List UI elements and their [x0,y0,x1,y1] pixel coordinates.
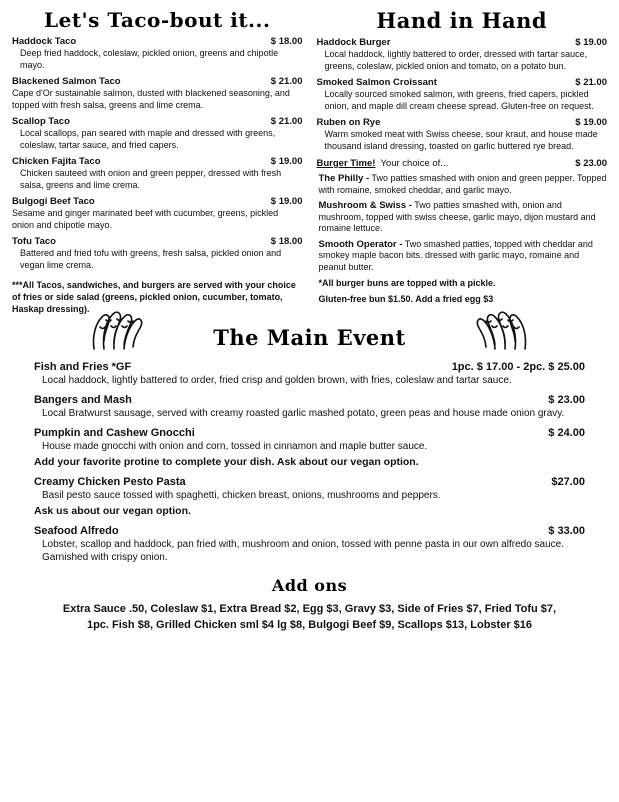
menu-item-price: $ 21.00 [575,77,607,88]
menu-item-description: House made gnocchi with onion and corn, tossed in cinnamon and maple butter sauce. [42,441,428,452]
add-ons-line-2: 1pc. Fish $8, Grilled Chicken sml $4 lg $8, Bulgogi Beef $9, Scallops $13, Lobster $16 [86,619,533,631]
main-event-section [0,325,619,564]
burger-option-name: Smooth Operator - [318,238,403,250]
menu-item [12,36,303,71]
menu-item-description: Sesame and ginger marinated beef with cucumber, greens, pickled onion and chipotle mayo. [12,208,279,230]
burger-footnote-glutenfree: Gluten-free bun $1.50. Add a fried egg $3 [318,294,494,304]
octopus-tentacles-right-icon [469,303,539,351]
menu-item-name: Bulgogi Beef Taco [12,196,95,207]
menu-item-price: 1pc. $ 17.00 - 2pc. $ 25.00 [451,361,585,373]
burger-option-name: The Philly - [318,173,370,184]
menu-item-header [12,196,303,208]
menu-item-name: Blackened Salmon Taco [12,76,121,87]
menu-item-header [34,426,585,440]
burger-option-name: Mushroom & Swiss - [318,200,412,211]
menu-item-price: $ 19.00 [270,196,303,207]
menu-item [12,236,303,271]
menu-item-header [34,360,585,374]
menu-item-price: $ 19.00 [575,117,607,128]
menu-item [34,360,585,387]
menu-item-header [12,116,303,128]
burger-option-description: Two patties smashed with onion and green pepper. Topped with romaine, smoked cheddar, and garlic mayo. [318,173,607,195]
menu-item [12,116,303,151]
top-columns [0,0,619,315]
menu-item-description: Cape d'Or sustainable salmon, dusted with blackened seasoning, and topped with fresh salsa, greens and lime crema. [12,88,290,110]
main-event-items [12,350,607,564]
menu-item-price: $ 21.00 [270,76,303,87]
burger-time-header [317,157,608,170]
add-ons-line-1: Extra Sauce .50, Coleslaw $1, Extra Bread $2, Egg $3, Gravy $3, Side of Fries $7, Fried Tofu $7, [62,603,557,615]
menu-item-price: $ 18.00 [270,236,303,247]
menu-item-price: $ 18.00 [270,36,303,47]
burger-option-description: Two smashed patties, topped with cheddar and smokey maple bacon bits. dressed with garlic mayo, romaine and peanut butter. [318,238,593,272]
burger-footnote-pickle: *All burger buns are topped with a pickle. [318,278,496,288]
menu-item-note: Add your favorite protine to complete your dish. Ask about our vegan option. [34,456,419,468]
menu-item-name: Creamy Chicken Pesto Pasta [34,476,186,488]
burger-time-label: Burger Time! [316,158,376,169]
octopus-tentacles-left-icon [80,303,150,351]
hand-in-hand-column [317,8,608,315]
menu-item-name: Fish and Fries *GF [34,361,132,373]
menu-item [12,156,303,191]
menu-item [34,393,585,420]
menu-item [317,117,608,152]
menu-item [317,37,608,72]
menu-item-header [12,236,303,248]
menu-item-description: Warm smoked meat with Swiss cheese, sour kraut, and house made thousand island dressing, toasted on garlic buttered rye bread. [324,129,598,151]
menu-item-name: Chicken Fajita Taco [12,156,101,167]
menu-item-price: $ 19.00 [575,37,607,48]
menu-item-header [317,77,608,89]
tacos-section-note: ***All Tacos, sandwiches, and burgers are served with your choice of fries or side salad (greens, pickled onion, cucumber, tomato, Haskap dressing). [12,280,296,314]
tacos-section-title: Let's Taco-bout it... [44,8,271,32]
menu-item-price: $ 21.00 [270,116,303,127]
burger-option [319,173,608,196]
hand-in-hand-section-title: Hand in Hand [376,8,548,33]
menu-item-price: $27.00 [551,476,585,488]
menu-item-price: $ 24.00 [548,427,585,439]
menu-item-header [12,76,303,88]
menu-item-price: $ 23.00 [548,394,585,406]
menu-item [34,426,585,469]
menu-item-description: Local scallops, pan seared with maple and dressed with greens, coleslaw, tartar sauce, and fried capers. [20,128,276,150]
menu-item-description: Local haddock, lightly battered to order, fried crisp and golden brown, with fries, coleslaw and tartar sauce. [42,375,512,386]
menu-item-description: Lobster, scallop and haddock, pan fried with, mushroom and onion, tossed with penne pasta in our own alfredo sauce. Garnished with crispy onion. [42,539,564,563]
menu-item-header [317,37,608,49]
menu-item-name: Seafood Alfredo [34,525,119,537]
menu-item-description: Local haddock, lightly battered to order, dressed with tartar sauce, greens, coleslaw, pickled onion and tomato, on a potato bun. [324,49,588,71]
burger-option [319,200,608,235]
burger-time-choice: Your choice of... [380,158,449,169]
menu-item-header [34,393,585,407]
menu-item [317,77,608,112]
menu-item-price: $ 19.00 [270,156,303,167]
main-event-section-title: The Main Event [213,325,406,350]
burger-option-description: Two patties smashed with, onion and mushroom, topped with swiss cheese, garlic mayo, dijon mustard and romaine lettuce. [318,200,596,233]
menu-item-header [317,117,608,129]
menu-item-header [12,156,303,168]
menu-item-header [34,524,585,538]
menu-item [12,196,303,231]
menu-item-name: Bangers and Mash [34,394,132,406]
menu-item-name: Pumpkin and Cashew Gnocchi [34,427,195,439]
menu-item-header [34,475,585,489]
menu-item-name: Haddock Burger [316,37,391,48]
menu-item-header [12,36,303,48]
menu-item-description: Basil pesto sauce tossed with spaghetti, chicken breast, onions, mushrooms and peppers. [42,490,441,501]
burger-time-price: $ 23.00 [575,158,607,169]
add-ons-section-title: Add ons [271,576,348,595]
menu-item-description: Battered and fried tofu with greens, fresh salsa, pickled onion and vegan lime crema. [20,248,282,270]
menu-item-name: Smoked Salmon Croissant [316,77,437,88]
menu-item [34,524,585,564]
menu-item-description: Deep fried haddock, coleslaw, pickled onion, greens and chipotle mayo. [20,48,279,70]
menu-item-description: Locally sourced smoked salmon, with greens, fried capers, pickled onion, and maple dill cream cheese spread. Gluten-free on request. [324,89,594,111]
menu-item-description: Local Bratwurst sausage, served with creamy roasted garlic mashed potato, green peas and house made onion gravy. [42,408,565,419]
menu-item-price: $ 33.00 [548,525,585,537]
menu-item [34,475,585,518]
menu-item-name: Ruben on Rye [316,117,381,128]
burger-option [319,239,608,274]
add-ons-section [0,576,619,641]
menu-item-description: Chicken sauteed with onion and green pepper, dressed with fresh salsa, greens and lime crema. [20,168,282,190]
menu-item [12,76,303,111]
menu-item-name: Scallop Taco [12,116,70,127]
tacos-column [12,8,303,315]
menu-item-note: Ask us about our vegan option. [34,505,191,517]
menu-item-name: Haddock Taco [12,36,77,47]
menu-item-name: Tofu Taco [12,236,56,247]
